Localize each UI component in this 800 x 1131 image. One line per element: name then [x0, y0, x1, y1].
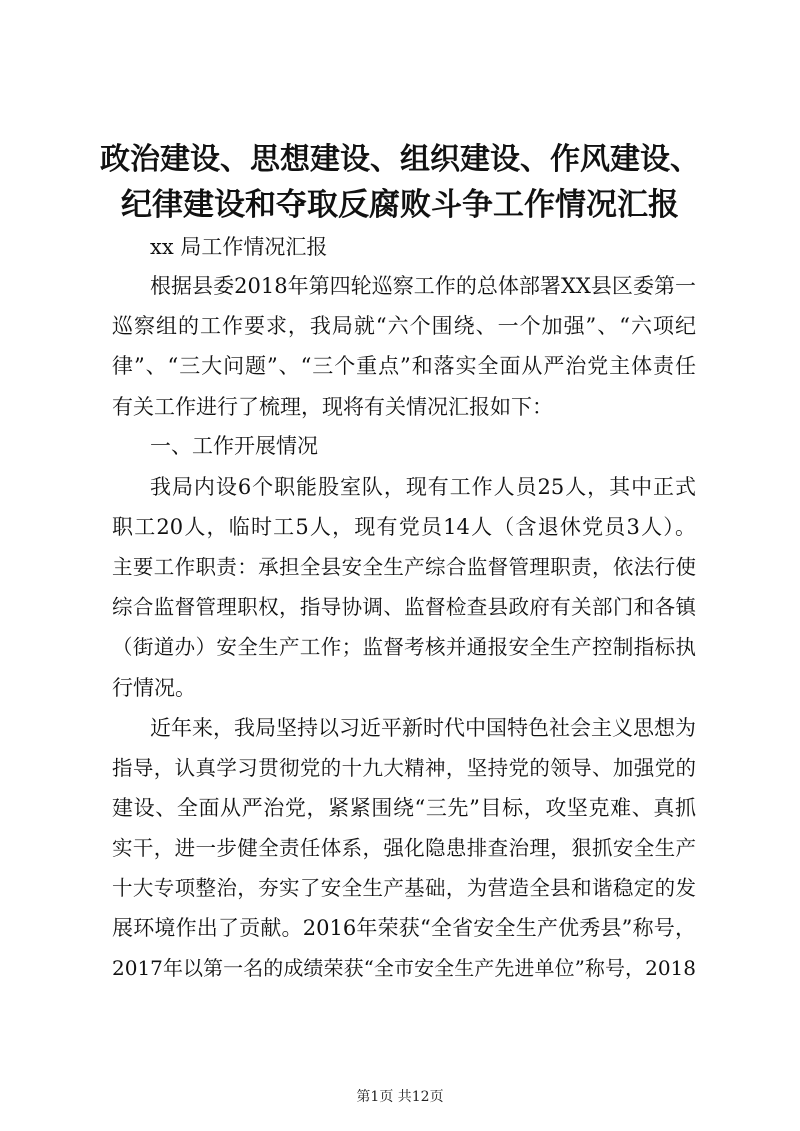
page-number-footer: 第1页 共12页: [356, 1089, 444, 1105]
body-line: 2017年以第一名的成绩荣获“全市安全生产先进单位”称号，2018: [112, 956, 696, 980]
body-line: 行情况。: [112, 676, 196, 700]
document-title-line-1: 政治建设、思想建设、组织建设、作风建设、: [100, 142, 700, 177]
body-line: 我局内设6个职能股室队，现有工作人员25人，其中正式: [150, 475, 696, 499]
body-line: （街道办）安全生产工作；监督考核并通报安全生产控制指标执: [112, 635, 696, 659]
body-line: 律”、“三大问题”、“三个重点”和落实全面从严治党主体责任: [112, 354, 696, 378]
subtitle: xx 局工作情况汇报: [150, 235, 328, 259]
body-line: 巡察组的工作要求，我局就“六个围绕、一个加强”、“六项纪: [112, 314, 696, 338]
body-line: 展环境作出了贡献。2016年荣获“全省安全生产优秀县”称号，: [112, 916, 696, 940]
body-line: 建设、全面从严治党，紧紧围绕“三先”目标，攻坚克难、真抓: [112, 796, 696, 820]
body-line: 指导，认真学习贯彻党的十九大精神，坚持党的领导、加强党的: [112, 756, 696, 780]
body-line: 主要工作职责：承担全县安全生产综合监督管理职责，依法行使: [112, 555, 696, 579]
body-line: 综合监督管理职权，指导协调、监督检查县政府有关部门和各镇: [112, 595, 696, 619]
body-line: 近年来，我局坚持以习近平新时代中国特色社会主义思想为: [150, 716, 696, 740]
body-line: 实干，进一步健全责任体系，强化隐患排查治理，狠抓安全生产: [112, 836, 696, 860]
body-line: 十大专项整治，夯实了安全生产基础，为营造全县和谐稳定的发: [112, 876, 696, 900]
section-heading: 一、工作开展情况: [150, 434, 318, 458]
body-line: 职工20人，临时工5人，现有党员14人（含退休党员3人）。: [112, 515, 696, 539]
body-line: 有关工作进行了梳理，现将有关情况汇报如下：: [112, 395, 553, 419]
document-title-line-2: 纪律建设和夺取反腐败斗争工作情况汇报: [121, 187, 679, 223]
body-line: 根据县委2018年第四轮巡察工作的总体部署XX县区委第一: [150, 274, 696, 298]
